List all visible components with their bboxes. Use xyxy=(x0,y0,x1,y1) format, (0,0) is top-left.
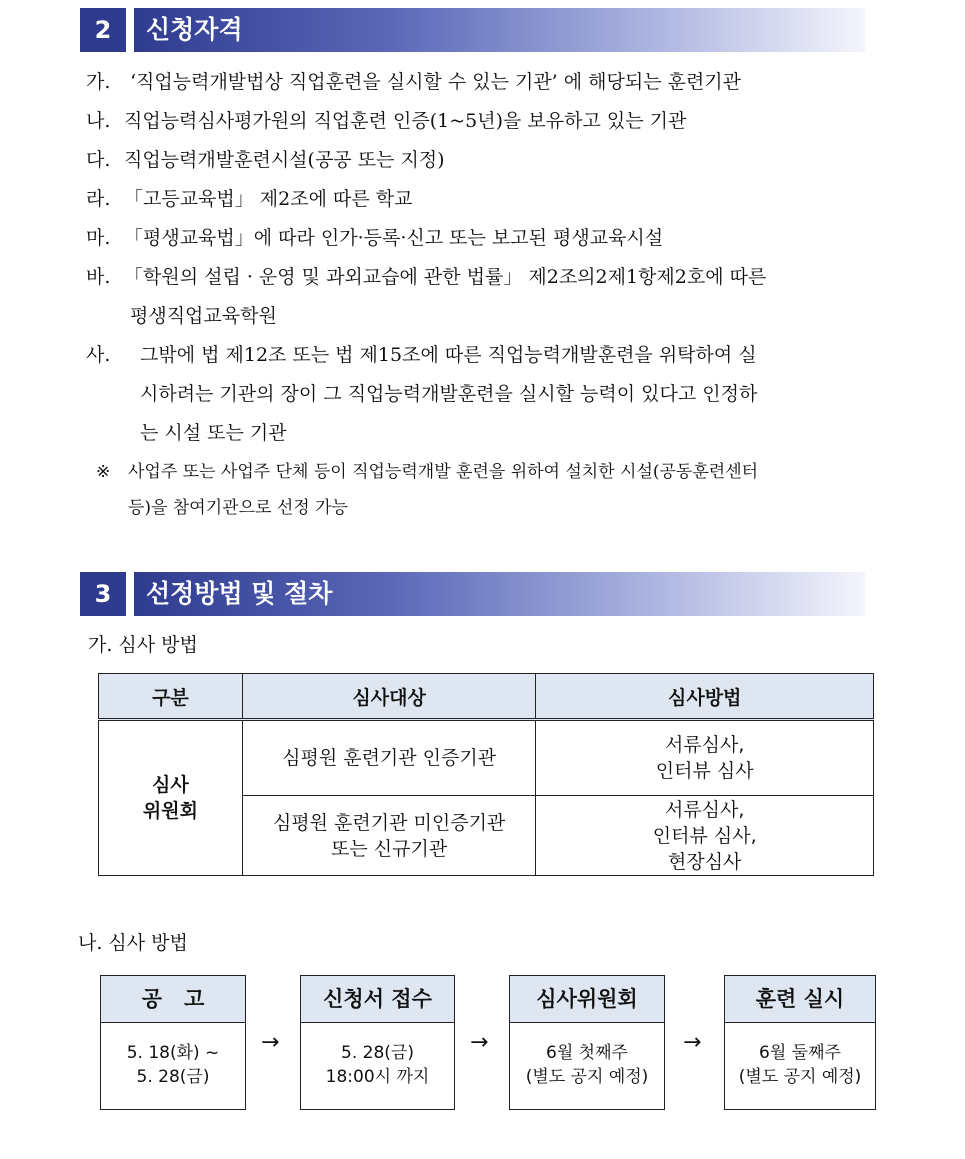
flow-step-title: 심사위원회 xyxy=(510,976,664,1023)
section-3-number: 3 xyxy=(80,572,126,616)
section-2-title-bar xyxy=(134,8,865,52)
note-mark: ※ xyxy=(96,462,111,482)
flow-arrow: → xyxy=(683,1030,702,1055)
section-3-header xyxy=(80,572,865,616)
flow-arrow: → xyxy=(470,1030,489,1055)
section-3-title-bar xyxy=(134,572,865,616)
section-2-header xyxy=(80,8,865,52)
table-header: 구분 xyxy=(99,674,243,720)
flow-step-training: 훈련 실시 6월 둘째주 (별도 공지 예정) xyxy=(724,975,876,1110)
flow-step-title: 신청서 접수 xyxy=(301,976,454,1023)
section-2-title: 신청자격 xyxy=(146,15,243,44)
table-cell: 심평원 훈련기관 인증기관 xyxy=(242,720,536,796)
section-3-title: 선정방법 및 절차 xyxy=(146,579,333,608)
table-cell: 서류심사, 인터뷰 심사 xyxy=(536,720,874,796)
section-2-number: 2 xyxy=(80,8,126,52)
table-header-row xyxy=(99,674,874,720)
group-label-cell: 심사 위원회 xyxy=(99,720,243,876)
flow-arrow: → xyxy=(261,1030,280,1055)
table-header: 심사방법 xyxy=(536,674,874,720)
flow-step-title: 훈련 실시 xyxy=(725,976,875,1023)
flow-step-committee: 심사위원회 6월 첫째주 (별도 공지 예정) xyxy=(509,975,665,1110)
review-table xyxy=(98,673,874,876)
table-cell: 심평원 훈련기관 미인증기관 또는 신규기관 xyxy=(242,796,536,876)
flow-step-announcement: 공 고 5. 18(화) ~ 5. 28(금) xyxy=(100,975,246,1110)
flow-step-title: 공 고 xyxy=(101,976,245,1023)
table-cell: 서류심사, 인터뷰 심사, 현장심사 xyxy=(536,796,874,876)
table-header: 심사대상 xyxy=(242,674,536,720)
flow-step-application: 신청서 접수 5. 28(금) 18:00시 까지 xyxy=(300,975,455,1110)
table-row xyxy=(99,720,874,796)
